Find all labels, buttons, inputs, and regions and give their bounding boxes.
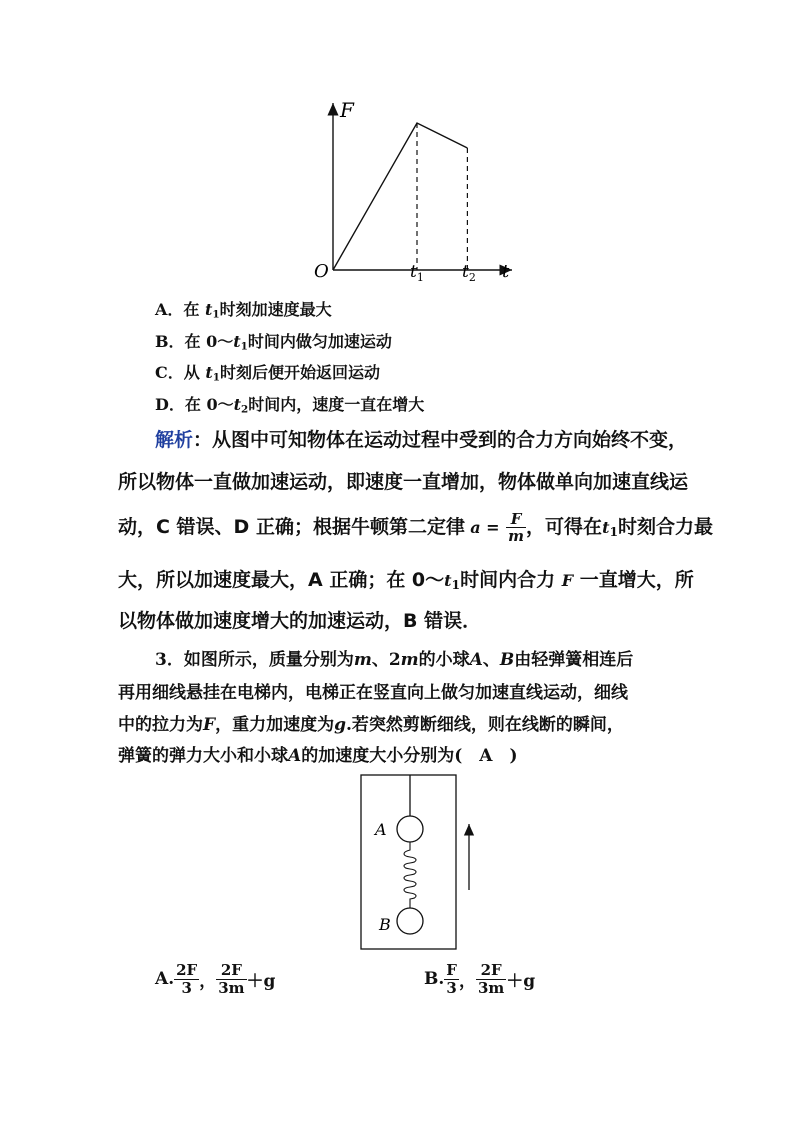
choice-a: A. $\frac{2F}{3}$ ， $\frac{2F}{3m}$ ＋g	[155, 961, 276, 997]
tick-t2: $t_2$	[462, 262, 476, 284]
question3-line-2: 再用细线悬挂在电梯内，电梯正在竖直向上做匀加速直线运动，细线	[118, 683, 628, 703]
analysis-line-4: 大，所以加速度最大，A 正确；在 $0\sim t_1$时间内合力 F 一直增大，所	[118, 569, 694, 593]
y-axis-label: F	[340, 98, 354, 122]
ball-a-label: A	[375, 820, 387, 839]
elevator-figure	[355, 772, 485, 954]
analysis-label: 解析	[155, 429, 194, 451]
question3-line-3: 中的拉力为F，重力加速度为g.若突然剪断细线，则在线断的瞬间，	[118, 715, 624, 735]
analysis-line-5: 以物体做加速度增大的加速运动，B 错误．	[118, 610, 482, 632]
spring	[404, 842, 416, 908]
force-time-graph	[300, 95, 530, 285]
tick-t1: $t_1$	[410, 262, 424, 284]
origin-label: O	[314, 261, 329, 282]
fraction-f-over-m: $\frac{F}{m}$	[508, 509, 525, 545]
question3-line-1: 3．如图所示，质量分别为m、2m的小球A、B由轻弹簧相连后	[155, 650, 634, 670]
force-curve	[333, 123, 467, 270]
x-axis-label: t	[502, 261, 510, 282]
ball-b-label: B	[379, 915, 391, 934]
analysis-line-1: 解析：从图中可知物体在运动过程中受到的合力方向始终不变，	[155, 429, 688, 451]
option-a: A．在 $t_1$时刻加速度最大	[155, 300, 332, 321]
option-b: B．在 $0\sim t_1$时间内做匀加速运动	[155, 332, 392, 353]
ball-a	[397, 816, 423, 842]
option-c: C．从 $t_1$时刻后便开始返回运动	[155, 363, 380, 384]
ball-b	[397, 908, 423, 934]
analysis-line-2: 所以物体一直做加速运动，即速度一直增加，物体做单向加速直线运	[118, 471, 689, 493]
question3-line-4: 弹簧的弹力大小和小球A的加速度大小分别为( A )	[118, 746, 518, 766]
answer-choice: A	[479, 746, 493, 766]
choice-b: B. $\frac{F}{3}$ ， $\frac{2F}{3m}$ ＋g	[424, 961, 536, 997]
option-d: D．在 $0\sim t_2$时间内，速度一直在增大	[155, 395, 425, 416]
analysis-line-3: 动，C 错误、D 正确；根据牛顿第二定律 a = $\frac{F}{m}$ ，可得在$t_1$时刻合力最	[118, 509, 714, 545]
